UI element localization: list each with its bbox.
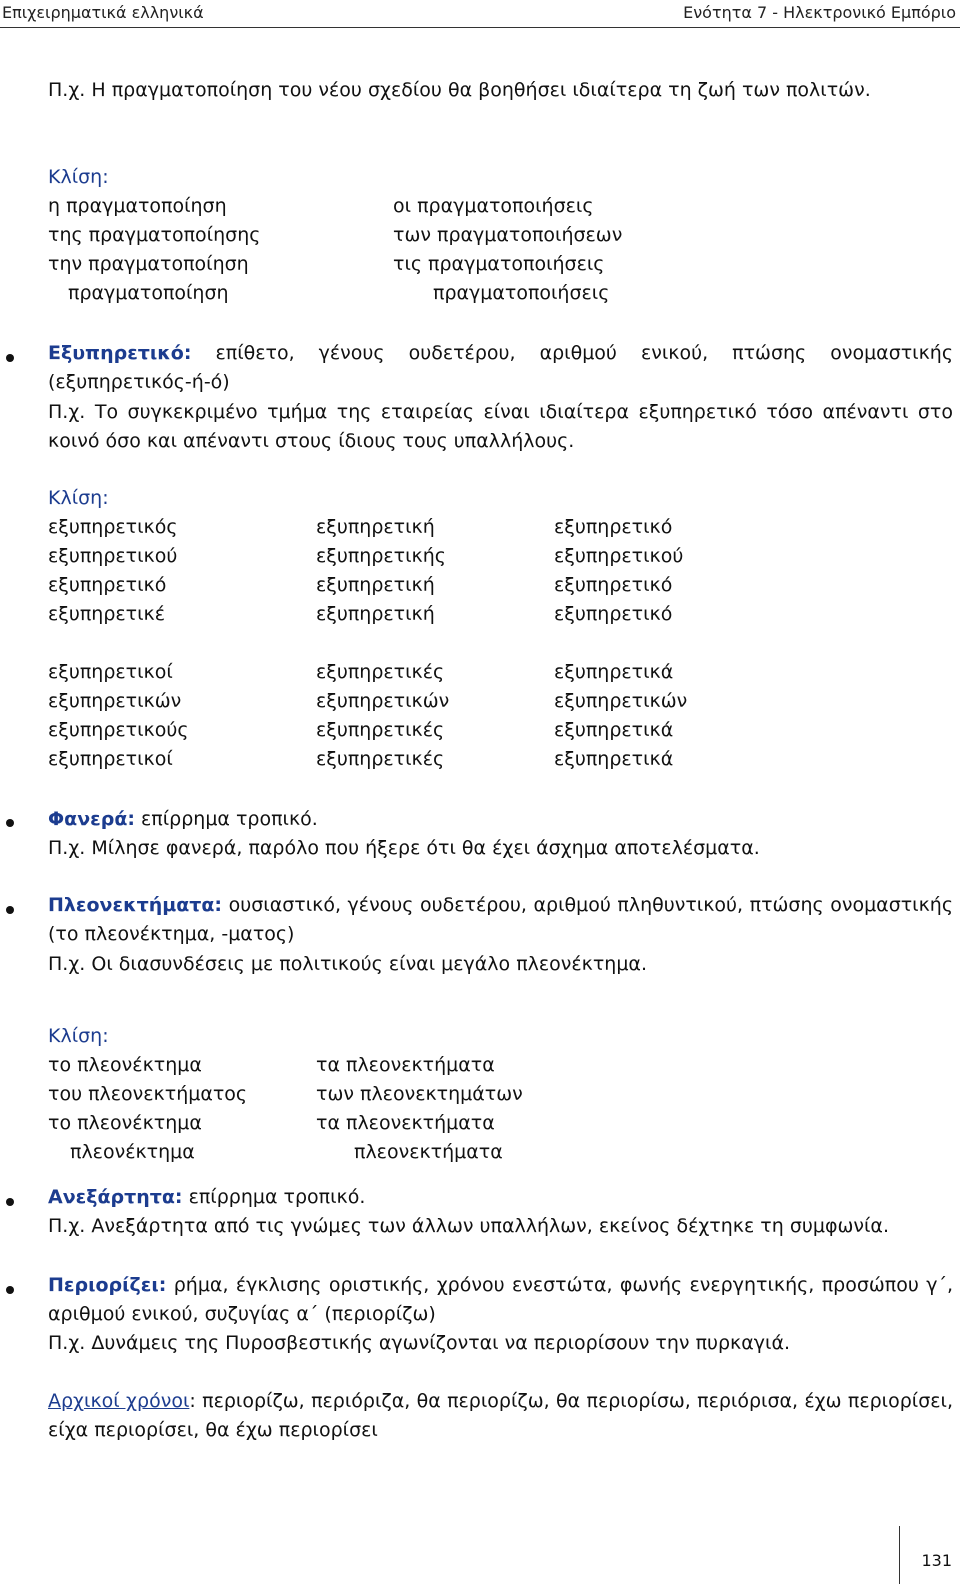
declension-table-1: [48, 163, 668, 308]
entry-pleonektimata: [48, 891, 953, 949]
decl-cell: τα πλεονεκτήματα: [316, 1112, 495, 1134]
decl-cell: εξυπηρετικό: [554, 603, 673, 625]
decl-cell: εξυπηρετικές: [316, 661, 445, 683]
decl-cell: το πλεονέκτημα: [48, 1054, 202, 1076]
entry-example: Π.χ. Το συγκεκριμένο τμήμα της εταιρείας είναι ιδιαίτερα εξυπηρετικό τόσο απέναντι στο κοινό όσο και απέναντι στους ίδιους τους υπαλλήλους.: [48, 401, 953, 452]
entry-definition: επίρρημα τροπικό.: [188, 1186, 366, 1208]
decl-cell: εξυπηρετικά: [554, 719, 674, 741]
decl-cell: εξυπηρετικός: [48, 516, 178, 538]
entry-example: Π.χ. Οι διασυνδέσεις με πολιτικούς είναι μεγάλο πλεονέκτημα.: [48, 953, 648, 975]
decl-cell: του πλεονεκτήματος: [48, 1083, 248, 1105]
decl-cell: τις πραγματοποιήσεις: [393, 253, 605, 275]
page-number: 131: [921, 1551, 952, 1570]
entry-term: Περιορίζει:: [48, 1274, 167, 1296]
decl-cell: εξυπηρετικό: [554, 516, 673, 538]
entry-exypiretiko: [48, 339, 953, 397]
declension-label: Κλίση:: [48, 1025, 109, 1047]
decl-cell: της πραγματοποίησης: [48, 224, 261, 246]
decl-cell: εξυπηρετικό: [554, 574, 673, 596]
declension-label: Κλίση:: [48, 166, 109, 188]
decl-cell: εξυπηρετικέ: [48, 603, 166, 625]
declension-label: Κλίση:: [48, 487, 109, 509]
decl-cell: εξυπηρετική: [316, 603, 435, 625]
decl-cell: εξυπηρετικά: [554, 748, 674, 770]
decl-cell: εξυπηρετικών: [316, 690, 450, 712]
decl-cell: οι πραγματοποιήσεις: [393, 195, 594, 217]
entry-definition: επίθετο, γένους ουδετέρου, αριθμού ενικού, πτώσης ονομαστικής (εξυπηρετικός-ή-ό): [48, 342, 953, 393]
entry-term: Εξυπηρετικό:: [48, 342, 192, 364]
decl-cell: εξυπηρετικών: [48, 690, 182, 712]
decl-cell: εξυπηρετική: [316, 516, 435, 538]
decl-cell: εξυπηρετικού: [48, 545, 178, 567]
decl-cell: η πραγματοποίηση: [48, 195, 227, 217]
entry-example: Π.χ. Ανεξάρτητα από τις γνώμες των άλλων υπαλλήλων, εκείνος δέχτηκε τη συμφωνία.: [48, 1215, 889, 1237]
decl-cell: εξυπηρετική: [316, 574, 435, 596]
intro-example: Π.χ. Η πραγματοποίηση του νέου σχεδίου θα βοηθήσει ιδιαίτερα τη ζωή των πολιτών.: [48, 79, 871, 101]
decl-cell: εξυπηρετικού: [554, 545, 684, 567]
decl-cell: εξυπηρετικοί: [48, 661, 173, 683]
principal-tenses: [48, 1387, 953, 1445]
bullet-icon: [6, 819, 14, 827]
entry-example: Π.χ. Μίλησε φανερά, παρόλο που ήξερε ότι θα έχει άσχημα αποτελέσματα.: [48, 837, 760, 859]
declension-table-2: [48, 484, 748, 774]
entry-term: Πλεονεκτήματα:: [48, 894, 223, 916]
entry-term: Ανεξάρτητα:: [48, 1186, 183, 1208]
bullet-icon: [6, 906, 14, 914]
entry-periorizei: [48, 1271, 953, 1329]
bullet-icon: [6, 354, 14, 362]
decl-cell: εξυπηρετικές: [316, 748, 445, 770]
entry-example: Π.χ. Δυνάμεις της Πυροσβεστικής αγωνίζονται να περιορίσουν την πυρκαγιά.: [48, 1332, 791, 1354]
decl-cell: πλεονέκτημα: [70, 1141, 195, 1163]
decl-cell: των πλεονεκτημάτων: [316, 1083, 523, 1105]
decl-cell: πραγματοποιήσεις: [433, 282, 610, 304]
bullet-icon: [6, 1286, 14, 1294]
decl-cell: πραγματοποίηση: [68, 282, 229, 304]
decl-cell: εξυπηρετικοί: [48, 748, 173, 770]
decl-cell: εξυπηρετικής: [316, 545, 446, 567]
entry-definition: επίρρημα τροπικό.: [141, 808, 318, 830]
decl-cell: εξυπηρετικών: [554, 690, 688, 712]
header-right: Ενότητα 7 - Ηλεκτρονικό Εμπόριο: [683, 3, 956, 22]
decl-cell: εξυπηρετικές: [316, 719, 445, 741]
decl-cell: εξυπηρετικό: [48, 574, 167, 596]
decl-cell: των πραγματοποιήσεων: [393, 224, 623, 246]
decl-cell: την πραγματοποίηση: [48, 253, 249, 275]
declension-table-3: [48, 1022, 648, 1167]
entry-definition: ουσιαστικό, γένους ουδετέρου, αριθμού πληθυντικού, πτώσης ονομαστικής (το πλεονέκτημα, -ματος): [48, 894, 953, 945]
bullet-icon: [6, 1198, 14, 1206]
decl-cell: το πλεονέκτημα: [48, 1112, 202, 1134]
decl-cell: εξυπηρετικά: [554, 661, 674, 683]
decl-cell: πλεονεκτήματα: [354, 1141, 503, 1163]
tenses-label: Αρχικοί χρόνοι: [48, 1390, 190, 1412]
entry-fanera: [48, 805, 953, 834]
entry-anexartita: [48, 1183, 953, 1212]
decl-cell: εξυπηρετικούς: [48, 719, 189, 741]
header-left: Επιχειρηματικά ελληνικά: [2, 3, 204, 22]
decl-cell: τα πλεονεκτήματα: [316, 1054, 495, 1076]
tenses-text: : περιορίζω, περιόριζα, θα περιορίζω, θα περιορίσω, περιόρισα, έχω περιορίσει, είχα περιορίσει, θα έχω περιορίσει: [48, 1390, 953, 1441]
entry-term: Φανερά:: [48, 808, 135, 830]
entry-definition: ρήμα, έγκλισης οριστικής, χρόνου ενεστώτα, φωνής ενεργητικής, προσώπου γ΄, αριθμού ενικού, συζυγίας α΄ (περιορίζω): [48, 1274, 953, 1325]
header-rule: [0, 27, 960, 28]
